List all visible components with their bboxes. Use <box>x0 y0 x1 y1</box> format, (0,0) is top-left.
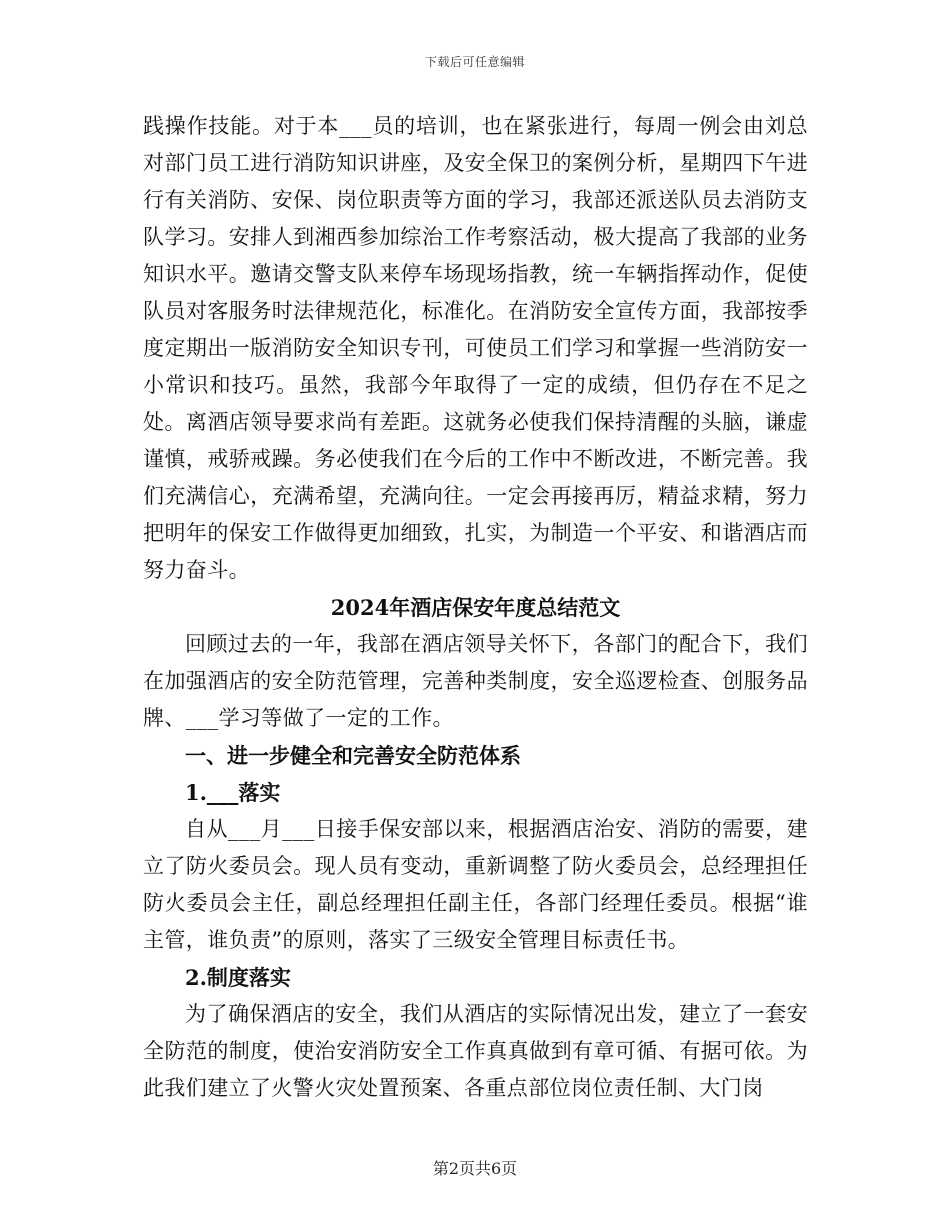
section-heading-1: 一、进一步健全和完善安全防范体系 <box>185 743 521 768</box>
document-body <box>143 108 808 1107</box>
paragraph-committee: 自从___月___日接手保安部以来，根据酒店治安、消防的需要，建立了防火委员会。现人员有变动，重新调整了防火委员会，总经理担任防火委员会主任，副总经理担任副主任，各部门经理任委员。根据“谁主管，谁负责”的原则，落实了三级安全管理目标责任书。 <box>143 817 808 952</box>
paragraph-rules: 为了确保酒店的安全，我们从酒店的实际情况出发，建立了一套安全防范的制度，使治安消防安全工作真真做到有章可循、有据可依。为此我们建立了火警火灾处置预案、各重点部位岗位责任制、大门岗 <box>143 1002 808 1100</box>
header-note: 下载后可任意编辑 <box>424 55 525 69</box>
subsection-heading-1: 1.___落实 <box>185 780 281 805</box>
document-title: 2024年酒店保安年度总结范文 <box>330 595 621 620</box>
subsection-heading-2: 2.制度落实 <box>185 965 291 990</box>
page-footer: 第2页共6页 <box>432 1159 518 1178</box>
paragraph-continuation: 践操作技能。对于本___员的培训，也在紧张进行，每周一例会由刘总对部门员工进行消防知识讲座，及安全保卫的案例分析，星期四下午进行有关消防、安保、岗位职责等方面的学习，我部还派送队员去消防支队学习。安排人到湘西参加综治工作考察活动，极大提高了我部的业务知识水平。邀请交警支队来停车场现场指教，统一车辆指挥动作，促使队员对客服务时法律规范化，标准化。在消防安全宣传方面，我部按季度定期出一版消防安全知识专刊，可使员工们学习和掌握一些消防安一小常识和技巧。虽然，我部今年取得了一定的成绩，但仍存在不足之处。离酒店领导要求尚有差距。这就务必使我们保持清醒的头脑，谦虚谨慎，戒骄戒躁。务必使我们在今后的工作中不断改进，不断完善。我们充满信心，充满希望，充满向往。一定会再接再厉，精益求精，努力把明年的保安工作做得更加细致，扎实，为制造一个平安、和谐酒店而努力奋斗。 <box>143 114 808 582</box>
paragraph-intro: 回顾过去的一年，我部在酒店领导关怀下，各部门的配合下，我们在加强酒店的安全防范管理，完善种类制度，安全巡逻检查、创服务品牌、___学习等做了一定的工作。 <box>143 632 808 730</box>
